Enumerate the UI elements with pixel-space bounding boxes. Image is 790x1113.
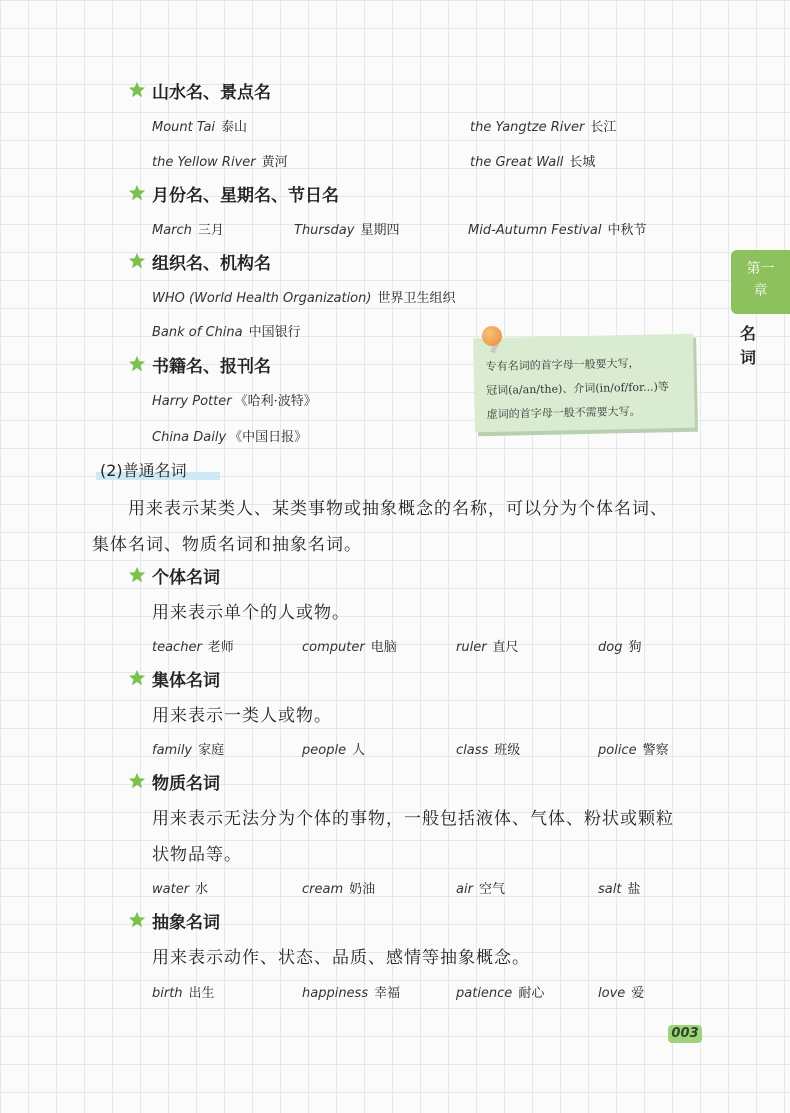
list-item: cream 奶油 [302, 882, 376, 897]
desc-material-nouns-line1: 用来表示无法分为个体的事物，一般包括液体、气体、粉状或颗粒 [152, 809, 674, 829]
list-item: the Great Wall 长城 [470, 155, 596, 170]
list-item: ruler 直尺 [456, 640, 519, 655]
heading-collective-nouns: 集体名词 [152, 671, 220, 691]
chapter-word [738, 322, 758, 370]
list-item: March 三月 [152, 223, 224, 238]
tip-note [473, 334, 695, 433]
desc-material-nouns-line2: 状物品等。 [152, 845, 242, 865]
list-item: the Yangtze River 长江 [470, 120, 617, 135]
heading-material-nouns: 物质名词 [152, 774, 220, 794]
note-line-3: 虚词的首字母一般不需要大写。 [486, 404, 641, 422]
list-item: air 空气 [456, 882, 505, 897]
section-title-common-nouns: (2)普通名词 [100, 461, 187, 480]
list-item: people 人 [302, 743, 366, 758]
pushpin-icon [482, 326, 502, 346]
list-item: Mount Tai 泰山 [152, 120, 248, 135]
desc-collective-nouns: 用来表示一类人或物。 [152, 706, 332, 726]
heading-landscape-names: 山水名、景点名 [152, 83, 271, 103]
list-item: WHO (World Health Organization) 世界卫生组织 [152, 291, 456, 306]
list-item: Harry Potter 《哈利·波特》 [152, 394, 317, 409]
note-line-2: 冠词(a/an/the)、介词(in/of/for...)等 [486, 380, 669, 398]
list-item: family 家庭 [152, 743, 225, 758]
heading-book-newspaper: 书籍名、报刊名 [152, 357, 271, 377]
star-icon [128, 252, 146, 270]
intro-line-1: 用来表示某类人、某类事物或抽象概念的名称，可以分为个体名词、 [128, 499, 668, 519]
star-icon [128, 566, 146, 584]
list-item: dog 狗 [598, 640, 642, 655]
star-icon [128, 669, 146, 687]
list-item: Thursday 星期四 [294, 223, 400, 238]
list-item: teacher 老师 [152, 640, 234, 655]
desc-abstract-nouns: 用来表示动作、状态、品质、感情等抽象概念。 [152, 948, 530, 968]
list-item: patience 耐心 [456, 986, 545, 1001]
chapter-tab-line1: 第一 [746, 261, 775, 277]
list-item: birth 出生 [152, 986, 215, 1001]
list-item: class 班级 [456, 743, 521, 758]
chapter-word-char2: 词 [739, 348, 756, 367]
list-item: water 水 [152, 882, 209, 897]
list-item: China Daily 《中国日报》 [152, 430, 308, 445]
page-number: 003 [668, 1025, 702, 1043]
list-item: happiness 幸福 [302, 986, 401, 1001]
list-item: salt 盐 [598, 882, 641, 897]
heading-abstract-nouns: 抽象名词 [152, 913, 220, 933]
star-icon [128, 355, 146, 373]
list-item: Bank of China 中国银行 [152, 325, 301, 340]
heading-individual-nouns: 个体名词 [152, 568, 220, 588]
heading-month-week-festival: 月份名、星期名、节日名 [152, 186, 339, 206]
heading-organization-names: 组织名、机构名 [152, 254, 271, 274]
star-icon [128, 911, 146, 929]
desc-individual-nouns: 用来表示单个的人或物。 [152, 603, 350, 623]
list-item: Mid-Autumn Festival 中秋节 [468, 223, 647, 238]
note-line-1: 专有名词的首字母一般要大写， [485, 356, 640, 374]
star-icon [128, 81, 146, 99]
star-icon [128, 772, 146, 790]
list-item: love 爱 [598, 986, 645, 1001]
intro-line-2: 集体名词、物质名词和抽象名词。 [92, 535, 362, 555]
chapter-tab-line2: 章 [753, 283, 768, 299]
star-icon [128, 184, 146, 202]
chapter-word-char1: 名 [739, 324, 756, 343]
chapter-tab [731, 250, 790, 314]
list-item: the Yellow River 黄河 [152, 155, 288, 170]
list-item: police 警察 [598, 743, 669, 758]
list-item: computer 电脑 [302, 640, 397, 655]
